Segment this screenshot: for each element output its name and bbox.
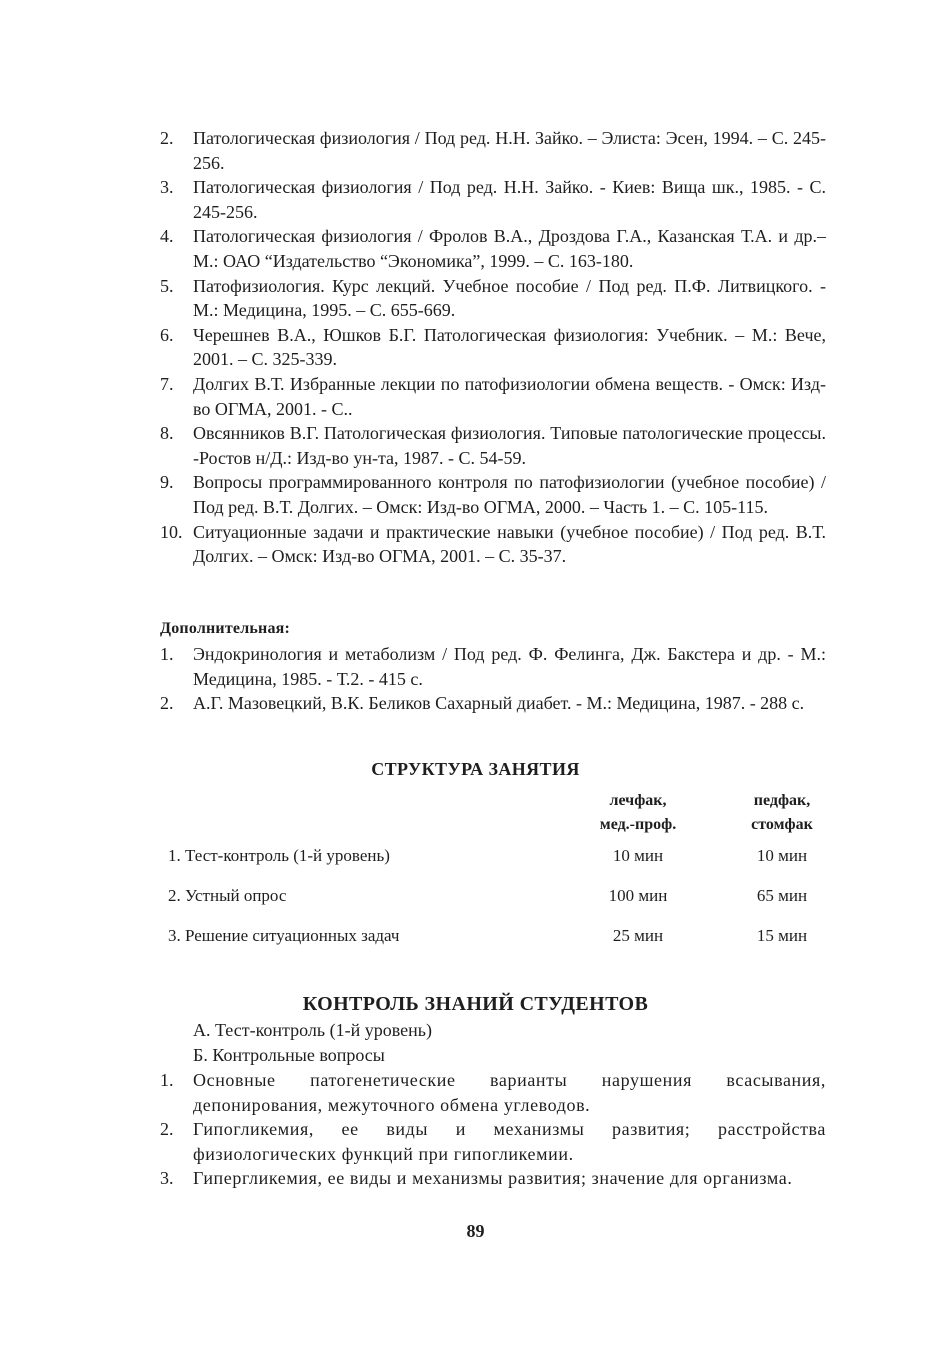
column-header-lechfak <box>578 789 698 837</box>
reference-text: Патологическая физиология / Под ред. Н.Н. Зайко. – Элиста: Эсен, 1994. – С. 245-256. <box>193 128 826 173</box>
question-item <box>160 1117 826 1166</box>
control-questions-list <box>160 1068 826 1191</box>
reference-number: 9. <box>160 472 174 493</box>
structure-row <box>168 846 848 870</box>
reference-item <box>160 175 826 224</box>
question-item <box>160 1068 826 1117</box>
reference-number: 7. <box>160 373 174 394</box>
reference-text: Патологическая физиология / Под ред. Н.Н. Зайко. - Киев: Вища шк., 1985. - С. 245-256. <box>193 177 826 222</box>
control-sub-b: Б. Контрольные вопросы <box>193 1045 385 1065</box>
column-header-line: мед.-проф. <box>599 816 677 833</box>
reference-item <box>160 691 826 716</box>
control-title: КОНТРОЛЬ ЗНАНИЙ СТУДЕНТОВ <box>302 993 649 1015</box>
question-number: 1. <box>160 1070 174 1090</box>
duration-pedfak: 10 мин <box>756 846 808 865</box>
structure-step-name: 1. Тест-контроль (1-й уровень) <box>168 846 390 865</box>
reference-item <box>160 224 826 273</box>
column-header-line: стомфак <box>751 816 813 833</box>
reference-item <box>160 520 826 569</box>
page-number: 89 <box>466 1221 485 1241</box>
extra-references-list <box>160 642 826 716</box>
question-number: 2. <box>160 1119 174 1140</box>
reference-text: Патофизиология. Курс лекций. Учебное пособие / Под ред. П.Ф. Литвицкого. - М.: Медицина, 1995. – С. 655-669. <box>193 275 826 321</box>
duration-pedfak: 15 мин <box>756 926 808 945</box>
reference-number: 2. <box>160 693 174 714</box>
reference-text: Долгих В.Т. Избранные лекции по патофизиологии обмена веществ. - Омск: Изд-во ОГМА, 2001. - С.. <box>193 373 826 419</box>
question-text: Основные патогенетические варианты нарушения всасывания, депонирования, межуточного обмена углеводов. <box>193 1070 826 1115</box>
duration-lechfak: 100 мин <box>608 886 668 905</box>
reference-item <box>160 470 826 519</box>
column-header-line: педфак, <box>753 792 811 809</box>
control-sub-a: А. Тест-контроль (1-й уровень) <box>193 1020 432 1040</box>
reference-number: 6. <box>160 324 174 345</box>
structure-step-name: 3. Решение ситуационных задач <box>168 926 400 945</box>
reference-item <box>160 323 826 372</box>
duration-pedfak: 65 мин <box>756 886 808 905</box>
reference-number: 5. <box>160 275 174 296</box>
reference-item <box>160 642 826 691</box>
reference-text: А.Г. Мазовецкий, В.К. Беликов Сахарный диабет. - М.: Медицина, 1987. - 288 с. <box>193 693 805 714</box>
reference-item <box>160 126 826 175</box>
reference-item <box>160 421 826 470</box>
duration-lechfak: 10 мин <box>612 846 664 865</box>
column-header-pedfak <box>722 789 842 837</box>
question-text: Гипогликемия, ее виды и механизмы развития; расстройства физиологических функций при гипогликемии. <box>193 1119 826 1164</box>
question-number: 3. <box>160 1168 174 1189</box>
reference-number: 2. <box>160 128 174 148</box>
question-text: Гипергликемия, ее виды и механизмы развития; значение для организма. <box>193 1168 793 1189</box>
duration-lechfak: 25 мин <box>612 926 664 945</box>
reference-text: Патологическая физиология / Фролов В.А., Дроздова Г.А., Казанская Т.А. и др.– М.: ОАО “Издательство “Экономика”, 1999. – С. 163-180. <box>193 226 826 271</box>
column-header-line: лечфак, <box>609 792 667 809</box>
main-references-list <box>160 126 826 569</box>
reference-text: Черешнев В.А., Юшков Б.Г. Патологическая физиология: Учебник. – М.: Вече, 2001. – С. 325-339. <box>193 324 826 370</box>
reference-number: 1. <box>160 644 174 664</box>
structure-row <box>168 886 848 910</box>
structure-row <box>168 926 848 950</box>
reference-text: Ситуационные задачи и практические навыки (учебное пособие) / Под ред. В.Т. Долгих. – Омск: Изд-во ОГМА, 2001. – С. 35-37. <box>193 521 826 567</box>
reference-text: Эндокринология и метаболизм / Под ред. Ф. Фелинга, Дж. Бакстера и др. - М.: Медицина, 1985. - Т.2. - 415 с. <box>193 644 826 689</box>
reference-item <box>160 372 826 421</box>
reference-number: 4. <box>160 226 174 247</box>
reference-number: 8. <box>160 423 174 444</box>
reference-number: 10. <box>160 521 183 542</box>
structure-step-name: 2. Устный опрос <box>168 886 287 905</box>
structure-title: СТРУКТУРА ЗАНЯТИЯ <box>371 759 580 779</box>
extra-references-heading: Дополнительная: <box>160 620 291 637</box>
reference-number: 3. <box>160 177 174 198</box>
reference-item <box>160 274 826 323</box>
reference-text: Овсянников В.Г. Патологическая физиология. Типовые патологические процессы. -Ростов н/Д.: Изд-во ун-та, 1987. - С. 54-59. <box>193 423 826 468</box>
reference-text: Вопросы программированного контроля по патофизиологии (учебное пособие) / Под ред. В.Т. Долгих. – Омск: Изд-во ОГМА, 2000. – Часть 1. – С. 105-115. <box>193 472 826 517</box>
question-item <box>160 1166 826 1191</box>
